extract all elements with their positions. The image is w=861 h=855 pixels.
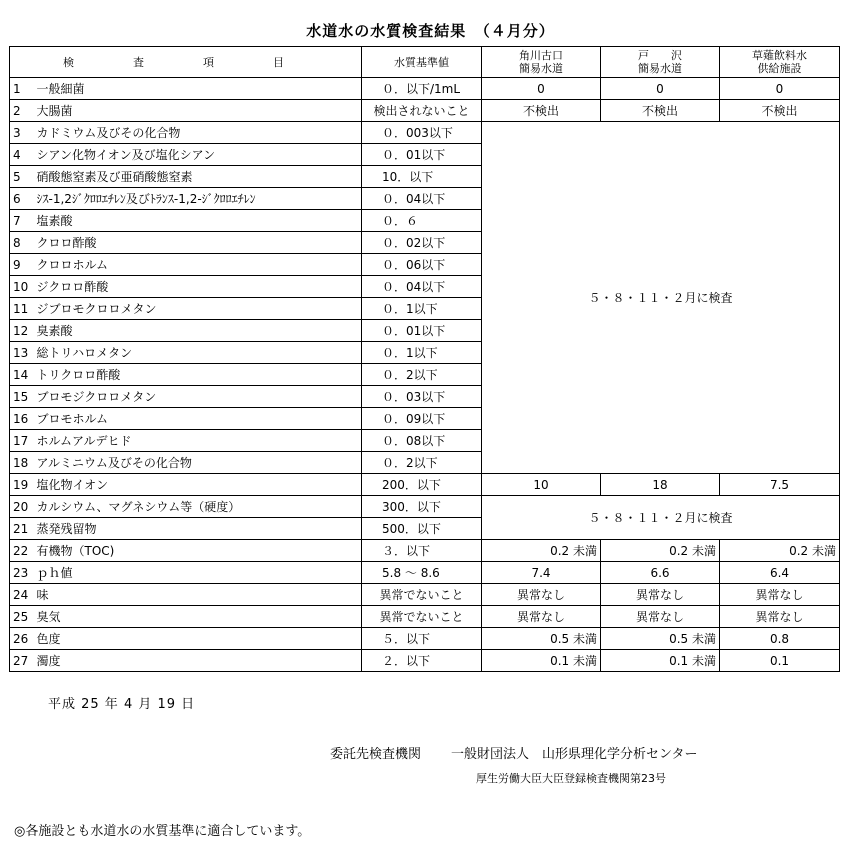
facility-3-value: 0.1 — [720, 650, 840, 672]
item-name: ブロモジクロロメタン — [34, 386, 362, 408]
row-number: 23 — [10, 562, 34, 584]
standard-value: ５．以下 — [362, 628, 482, 650]
standard-value: 300．以下 — [362, 496, 482, 518]
item-name: 総トリハロメタン — [34, 342, 362, 364]
inspection-organization — [330, 743, 728, 762]
org-label: 委託先検査機関 — [330, 747, 422, 762]
row-number: 12 — [10, 320, 34, 342]
item-name: カドミウム及びその化合物 — [34, 122, 362, 144]
standard-value: 異常でないこと — [362, 606, 482, 628]
facility-1-value: 0 — [482, 78, 601, 100]
facility-1-value: 不検出 — [482, 100, 601, 122]
facility-1-value: 7.4 — [482, 562, 601, 584]
item-name: クロロ酢酸 — [34, 232, 362, 254]
standard-value: 5.8 ～ 8.6 — [362, 562, 482, 584]
table-row — [10, 78, 840, 100]
facility-3-value: 0.2 未満 — [720, 540, 840, 562]
item-name: ホルムアルデヒド — [34, 430, 362, 452]
item-name: 大腸菌 — [34, 100, 362, 122]
row-number: 16 — [10, 408, 34, 430]
merged-schedule-note: ５・８・１１・２月に検査 — [482, 122, 840, 474]
row-number: 26 — [10, 628, 34, 650]
standard-value: ０．2以下 — [362, 452, 482, 474]
standard-value: ０．04以下 — [362, 188, 482, 210]
row-number: 27 — [10, 650, 34, 672]
header-item: 検 査 項 目 — [10, 47, 362, 78]
header-facility-3: 草薙飲料水 供給施設 — [720, 47, 840, 78]
facility-1-value: 0.5 未満 — [482, 628, 601, 650]
item-name: 臭素酸 — [34, 320, 362, 342]
item-name: ｐｈ値 — [34, 562, 362, 584]
facility-3-value: 7.5 — [720, 474, 840, 496]
row-number: 8 — [10, 232, 34, 254]
row-number: 6 — [10, 188, 34, 210]
facility-3-value: 異常なし — [720, 584, 840, 606]
row-number: 20 — [10, 496, 34, 518]
facility-3-value: 6.4 — [720, 562, 840, 584]
item-name: ジクロロ酢酸 — [34, 276, 362, 298]
standard-value: 200．以下 — [362, 474, 482, 496]
item-name: 塩素酸 — [34, 210, 362, 232]
item-name: ｼｽ-1,2ｼﾞｸﾛﾛｴﾁﾚﾝ及びﾄﾗﾝｽ-1,2-ｼﾞｸﾛﾛｴﾁﾚﾝ — [34, 188, 362, 210]
row-number: 2 — [10, 100, 34, 122]
standard-value: ０．1以下 — [362, 342, 482, 364]
merged-schedule-note: ５・８・１１・２月に検査 — [482, 496, 840, 540]
facility-2-value: 異常なし — [601, 606, 720, 628]
standard-value: ０．02以下 — [362, 232, 482, 254]
table-row — [10, 606, 840, 628]
row-number: 1 — [10, 78, 34, 100]
facility-3-value: 0 — [720, 78, 840, 100]
facility-2-value: 異常なし — [601, 584, 720, 606]
facility-2-value: 0.5 未満 — [601, 628, 720, 650]
item-name: ジブロモクロロメタン — [34, 298, 362, 320]
registration-number: 厚生労働大臣大臣登録検査機関第23号 — [476, 772, 666, 785]
row-number: 22 — [10, 540, 34, 562]
item-name: シアン化物イオン及び塩化シアン — [34, 144, 362, 166]
standard-value: ０．2以下 — [362, 364, 482, 386]
row-number: 4 — [10, 144, 34, 166]
table-row — [10, 540, 840, 562]
row-number: 13 — [10, 342, 34, 364]
table-header-row — [10, 47, 840, 78]
facility-1-value: 0.2 未満 — [482, 540, 601, 562]
standard-value: ０．01以下 — [362, 144, 482, 166]
item-name: ブロモホルム — [34, 408, 362, 430]
header-facility-1: 角川古口 簡易水道 — [482, 47, 601, 78]
org-name: 一般財団法人 山形県理化学分析センター — [451, 747, 698, 762]
row-number: 17 — [10, 430, 34, 452]
facility-1-value: 10 — [482, 474, 601, 496]
standard-value: ２．以下 — [362, 650, 482, 672]
row-number: 11 — [10, 298, 34, 320]
item-name: 味 — [34, 584, 362, 606]
row-number: 24 — [10, 584, 34, 606]
page-title: 水道水の水質検査結果 （４月分） — [306, 22, 555, 40]
item-name: 濁度 — [34, 650, 362, 672]
standard-value: ０．08以下 — [362, 430, 482, 452]
row-number: 14 — [10, 364, 34, 386]
standard-value: ０．09以下 — [362, 408, 482, 430]
header-standard: 水質基準値 — [362, 47, 482, 78]
row-number: 10 — [10, 276, 34, 298]
item-name: 蒸発残留物 — [34, 518, 362, 540]
item-name: 硝酸態窒素及び亜硝酸態窒素 — [34, 166, 362, 188]
table-row — [10, 474, 840, 496]
standard-value: ３．以下 — [362, 540, 482, 562]
row-number: 5 — [10, 166, 34, 188]
standard-value: ０．003以下 — [362, 122, 482, 144]
facility-1-value: 0.1 未満 — [482, 650, 601, 672]
facility-2-value: 0.2 未満 — [601, 540, 720, 562]
facility-2-value: 不検出 — [601, 100, 720, 122]
standard-value: ０．03以下 — [362, 386, 482, 408]
table-body — [10, 78, 840, 672]
row-number: 9 — [10, 254, 34, 276]
standard-value: 異常でないこと — [362, 584, 482, 606]
standard-value: 検出されないこと — [362, 100, 482, 122]
item-name: 臭気 — [34, 606, 362, 628]
item-name: 一般細菌 — [34, 78, 362, 100]
table-row — [10, 562, 840, 584]
results-table — [9, 46, 840, 672]
row-number: 18 — [10, 452, 34, 474]
row-number: 15 — [10, 386, 34, 408]
standard-value: ０．1以下 — [362, 298, 482, 320]
facility-3-value: 異常なし — [720, 606, 840, 628]
facility-1-value: 異常なし — [482, 584, 601, 606]
table-row — [10, 122, 840, 144]
facility-1-value: 異常なし — [482, 606, 601, 628]
facility-2-value: 0 — [601, 78, 720, 100]
item-name: クロロホルム — [34, 254, 362, 276]
facility-2-value: 0.1 未満 — [601, 650, 720, 672]
standard-value: 10．以下 — [362, 166, 482, 188]
item-name: カルシウム、マグネシウム等（硬度） — [34, 496, 362, 518]
row-number: 7 — [10, 210, 34, 232]
standard-value: ０．04以下 — [362, 276, 482, 298]
facility-3-value: 不検出 — [720, 100, 840, 122]
row-number: 25 — [10, 606, 34, 628]
standard-value: 500．以下 — [362, 518, 482, 540]
header-facility-2: 戸 沢 簡易水道 — [601, 47, 720, 78]
facility-3-value: 0.8 — [720, 628, 840, 650]
facility-2-value: 18 — [601, 474, 720, 496]
table-row — [10, 584, 840, 606]
row-number: 19 — [10, 474, 34, 496]
table-row — [10, 628, 840, 650]
item-name: 色度 — [34, 628, 362, 650]
table-row — [10, 496, 840, 518]
table-row — [10, 650, 840, 672]
compliance-note: ◎各施設とも水道水の水質基準に適合しています。 — [14, 824, 311, 839]
facility-2-value: 6.6 — [601, 562, 720, 584]
row-number: 21 — [10, 518, 34, 540]
standard-value: ０．01以下 — [362, 320, 482, 342]
table-row — [10, 100, 840, 122]
item-name: アルミニウム及びその化合物 — [34, 452, 362, 474]
standard-value: ０．以下/1mL — [362, 78, 482, 100]
row-number: 3 — [10, 122, 34, 144]
standard-value: ０．６ — [362, 210, 482, 232]
item-name: 有機物（TOC) — [34, 540, 362, 562]
report-date: 平成 25 年 4 月 19 日 — [48, 697, 196, 712]
item-name: 塩化物イオン — [34, 474, 362, 496]
item-name: トリクロロ酢酸 — [34, 364, 362, 386]
standard-value: ０．06以下 — [362, 254, 482, 276]
